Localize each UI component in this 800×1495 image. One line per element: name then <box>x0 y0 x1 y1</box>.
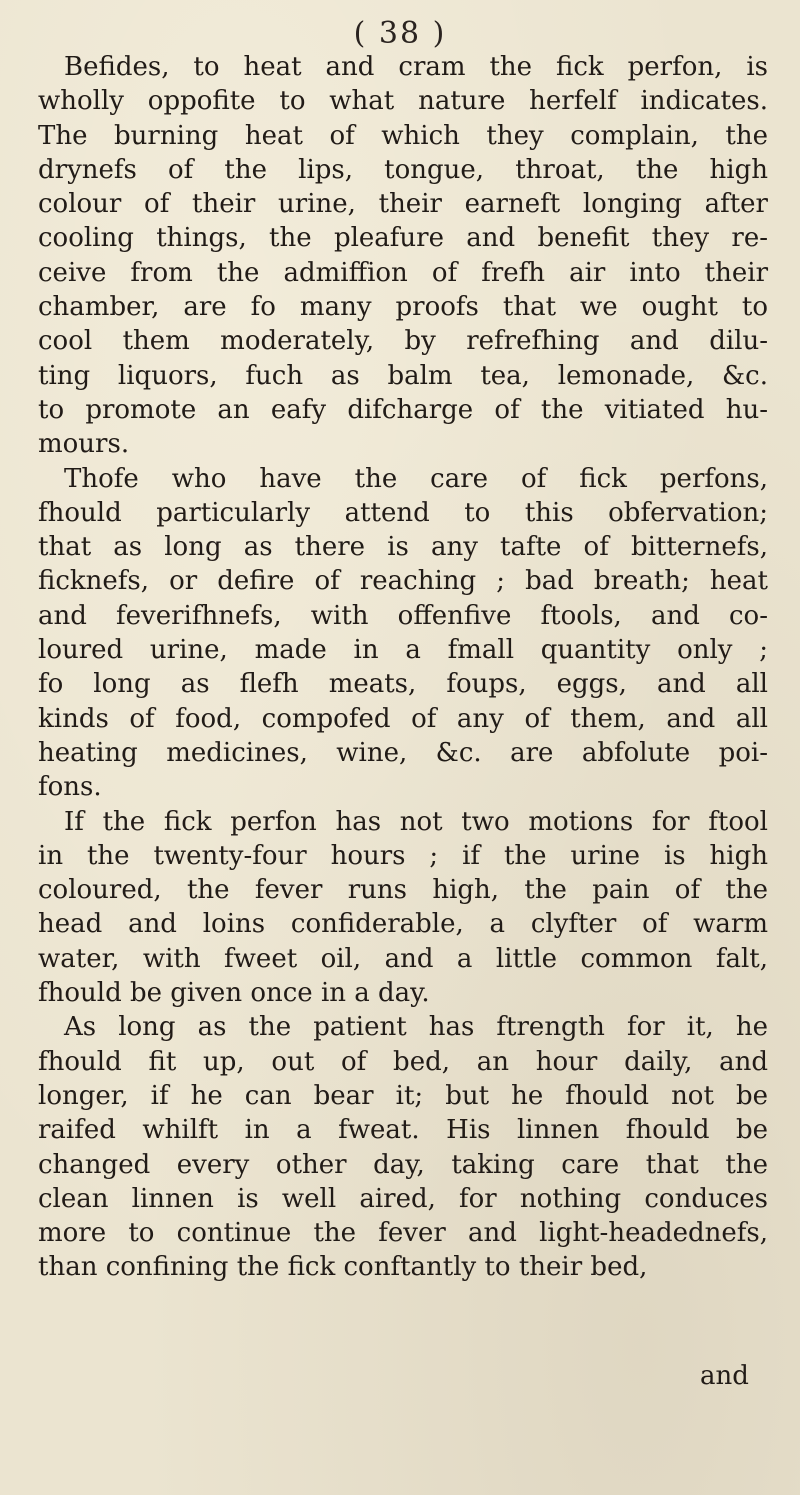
text-line: longer, if he can bear it; but he fhould not be <box>38 1080 768 1111</box>
text-line: changed every other day, taking care that the <box>38 1149 768 1180</box>
text-line: fhould fit up, out of bed, an hour daily, and <box>38 1046 768 1077</box>
body-text <box>38 50 768 1285</box>
text-line: than confining the fick conftantly to their bed, <box>38 1252 648 1283</box>
text-line: to promote an eafy difcharge of the vitiated hu- <box>38 394 768 425</box>
text-line: water, with fweet oil, and a little common falt, <box>38 943 768 974</box>
text-line: kinds of food, compofed of any of them, and all <box>38 703 768 734</box>
text-line: fhould particularly attend to this obfervation; <box>38 497 768 528</box>
text-line: ficknefs, or defire of reaching ; bad breath; heat <box>38 566 768 597</box>
text-line: cool them moderately, by refrefhing and dilu- <box>38 326 768 357</box>
text-line: loured urine, made in a fmall quantity only ; <box>38 635 768 666</box>
text-line: coloured, the fever runs high, the pain of the <box>38 875 768 906</box>
text-line: clean linnen is well aired, for nothing conduces <box>38 1183 768 1214</box>
text-line: raifed whilft in a fweat. His linnen fhould be <box>38 1115 768 1146</box>
text-line: drynefs of the lips, tongue, throat, the high <box>38 154 768 185</box>
text-line: chamber, are fo many proofs that we ought to <box>38 292 768 323</box>
text-line: As long as the patient has ftrength for it, he <box>64 1012 768 1043</box>
text-line: heating medicines, wine, &c. are abfolute poi- <box>38 737 768 768</box>
text-line: fons. <box>38 772 102 803</box>
catchword: and <box>700 1361 749 1391</box>
text-line: Thofe who have the care of fick perfons, <box>64 463 768 494</box>
text-line: head and loins confiderable, a clyfter of warm <box>38 909 768 940</box>
text-line: cooling things, the pleafure and benefit they re- <box>38 223 768 254</box>
text-line: The burning heat of which they complain, the <box>38 120 768 151</box>
text-line: fhould be given once in a day. <box>38 978 430 1009</box>
text-line: ting liquors, fuch as balm tea, lemonade, &c. <box>38 360 768 391</box>
text-line: and feverifhnefs, with offenfive ftools, and co- <box>38 600 768 631</box>
text-line: Befides, to heat and cram the fick perfon, is <box>64 52 768 82</box>
page-number: ( 38 ) <box>353 16 447 51</box>
text-line: mours. <box>38 429 130 460</box>
text-line: wholly oppofite to what nature herfelf indicates. <box>38 86 768 117</box>
text-line: colour of their urine, their earneft longing after <box>38 189 768 220</box>
text-line: in the twenty-four hours ; if the urine is high <box>38 840 768 871</box>
text-line: ceive from the admiffion of frefh air into their <box>38 257 768 288</box>
text-line: more to continue the fever and light-headednefs, <box>38 1218 768 1249</box>
text-line: If the fick perfon has not two motions for ftool <box>64 806 768 837</box>
text-line: that as long as there is any tafte of bitternefs, <box>38 532 768 563</box>
text-line: fo long as flefh meats, foups, eggs, and all <box>38 669 768 700</box>
